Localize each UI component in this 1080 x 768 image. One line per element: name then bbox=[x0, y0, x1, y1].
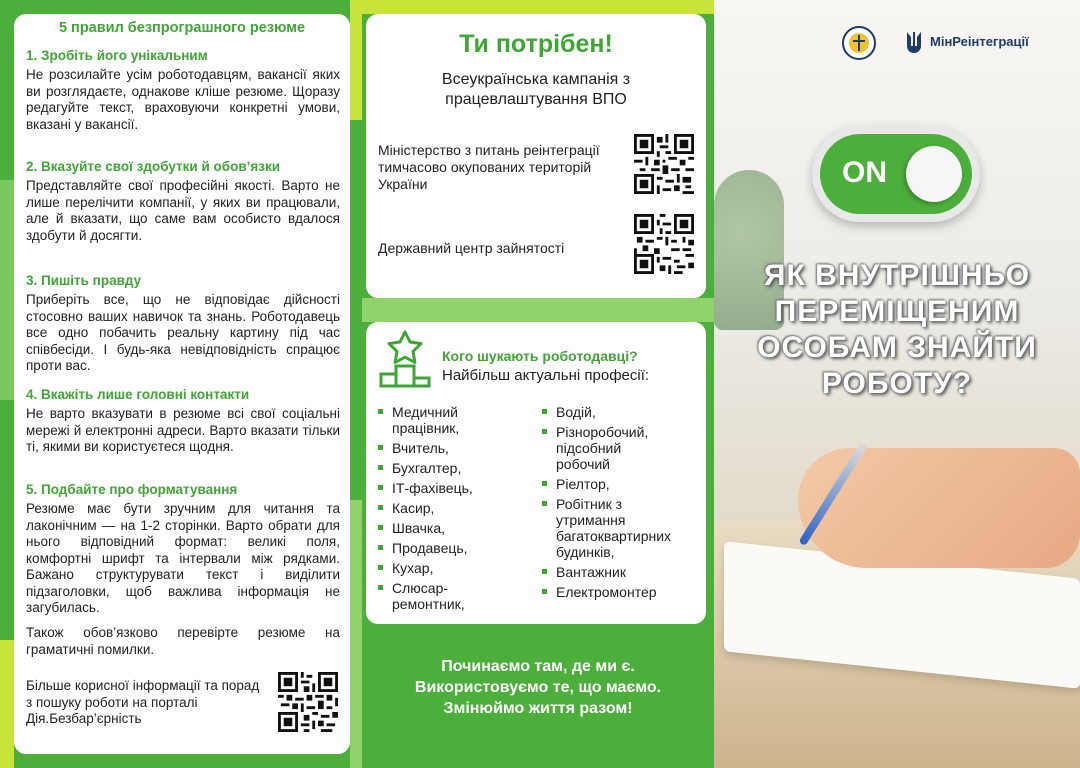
on-toggle bbox=[812, 126, 980, 222]
headline-line: ПЕРЕМІЩЕНИМ bbox=[774, 295, 1020, 328]
list-item: Вантажник bbox=[542, 564, 700, 580]
list-item: Робітник з утримання багатоквартирних будинків, bbox=[542, 496, 694, 560]
headline-line: ОСОБАМ ЗНАЙТИ bbox=[757, 331, 1037, 364]
list-item: Кухар, bbox=[378, 560, 528, 576]
toggle-label: ON bbox=[842, 156, 887, 189]
campaign-title: Ти потрібен! bbox=[459, 30, 613, 58]
headline bbox=[714, 258, 1080, 402]
list-item: Бухгалтер, bbox=[378, 460, 528, 476]
headline-line: ЯК ВНУТРІШНЬО bbox=[763, 259, 1031, 292]
list-item: Різноробочий, підсобний робочий bbox=[542, 424, 674, 472]
rule-1-text: Не розсилайте усім роботодавцям, вакансії яких ви розглядаєте, однакове кліше резюме. Щоразу редагуйте текст, враховуючи конкретні умови, вказані у вакансії. bbox=[26, 67, 340, 132]
decor-stripe bbox=[362, 298, 714, 322]
grammar-note: Також обов’язково перевірте резюме на граматичні помилки. bbox=[26, 625, 340, 657]
headline-line: РОБОТУ? bbox=[821, 367, 973, 400]
hand-shape bbox=[798, 448, 1080, 568]
list-item: Водій, bbox=[542, 404, 700, 420]
decor-stripe bbox=[362, 0, 714, 14]
rule-5-title: 5. Подбайте про форматування bbox=[26, 482, 238, 497]
list-item: Швачка, bbox=[378, 520, 528, 536]
list-item: Електромонтер bbox=[542, 584, 700, 600]
list-item: Вчитель, bbox=[378, 440, 528, 456]
resume-rules-card bbox=[14, 14, 350, 754]
professions-heading: Найбільш актуальні професії: bbox=[442, 367, 650, 384]
org-employment-center: Державний центр зайнятості bbox=[378, 240, 565, 256]
professions-list-right bbox=[542, 404, 700, 604]
decor-stripe bbox=[0, 180, 14, 400]
list-item: Ріелтор, bbox=[542, 476, 700, 492]
rule-2-text: Представляйте свої професійні якості. Варто не лише перелічити компанії, у яких ви працювали, але й вказати, що саме вам особисто вдалося здобути й досягти. bbox=[26, 178, 340, 243]
slogan-line: Змінюймо життя разом! bbox=[443, 700, 633, 717]
list-item: Слюсар-ремонтник, bbox=[378, 580, 492, 612]
rule-1-title: 1. Зробіть його унікальним bbox=[26, 48, 208, 63]
trident-icon bbox=[904, 30, 924, 56]
professions-list-left bbox=[378, 404, 528, 616]
decor-stripe bbox=[350, 0, 362, 120]
toggle-track bbox=[820, 134, 972, 214]
middle-panel bbox=[362, 0, 714, 768]
rule-3-text: Приберіть все, що не відповідає дійсності стосовно ваших навичок та знань. Роботодавець все одно побачить реальну картину під час співбесіди. І будь-яка невідповідність спрацює проти вас. bbox=[26, 292, 340, 373]
professions-card bbox=[366, 322, 706, 624]
rule-4-title: 4. Вкажіть лише головні контакти bbox=[26, 387, 250, 402]
org-ministry: Міністерство з питань реінтеграції тимчасово окупованих територій України bbox=[378, 142, 600, 192]
rule-4-text: Не варто вказувати в резюме всі свої соціальні мережі й електронні адреси. Варто вказати тільки ті, якими ви користуєтеся щодня. bbox=[26, 406, 340, 454]
rule-3-title: 3. Пишіть правду bbox=[26, 273, 142, 288]
campaign-subtitle: Всеукраїнська кампанія з працевлаштування ВПО bbox=[441, 71, 631, 108]
list-item: ІТ-фахівець, bbox=[378, 480, 528, 496]
left-panel bbox=[0, 0, 362, 768]
employers-heading: Кого шукають роботодавці? bbox=[442, 348, 638, 364]
slogan-line: Починаємо там, де ми є. bbox=[441, 658, 635, 675]
rules-heading: 5 правил безпрограшного резюме bbox=[58, 20, 306, 36]
right-panel bbox=[714, 0, 1080, 768]
podium-star-icon bbox=[378, 330, 432, 390]
campaign-card bbox=[366, 14, 706, 298]
slogan-line: Використовуємо те, що маємо. bbox=[414, 679, 662, 696]
rule-2-title: 2. Вказуйте свої здобутки й обов’язки bbox=[26, 159, 281, 174]
toggle-knob bbox=[906, 146, 962, 202]
list-item: Медичний працівник, bbox=[378, 404, 528, 436]
rule-5-text: Резюме має бути зручним для читання та лаконічним — на 1-2 сторінки. Варто обрати для нього відповідний формат: великі поля, комфортні шрифт та інтервали між рядками. Бажано структурувати текст і виділити підзаголовки, щоб важлива інформація не загубилась. bbox=[26, 501, 340, 615]
list-item: Продавець, bbox=[378, 540, 528, 556]
qr-code-icon bbox=[634, 214, 694, 274]
ministry-logo-text: МінРеінтеграції bbox=[930, 34, 1029, 49]
qr-code-icon bbox=[634, 134, 694, 194]
ministry-emblem-icon bbox=[842, 26, 876, 60]
more-info-text: Більше корисної інформації та порад з пошуку роботи на порталі Дія.Безбар’єрність bbox=[26, 678, 260, 726]
qr-code-icon bbox=[278, 672, 338, 732]
list-item: Касир, bbox=[378, 500, 528, 516]
decor-stripe bbox=[0, 640, 14, 768]
decor-stripe bbox=[350, 500, 362, 768]
slogan bbox=[362, 656, 714, 719]
